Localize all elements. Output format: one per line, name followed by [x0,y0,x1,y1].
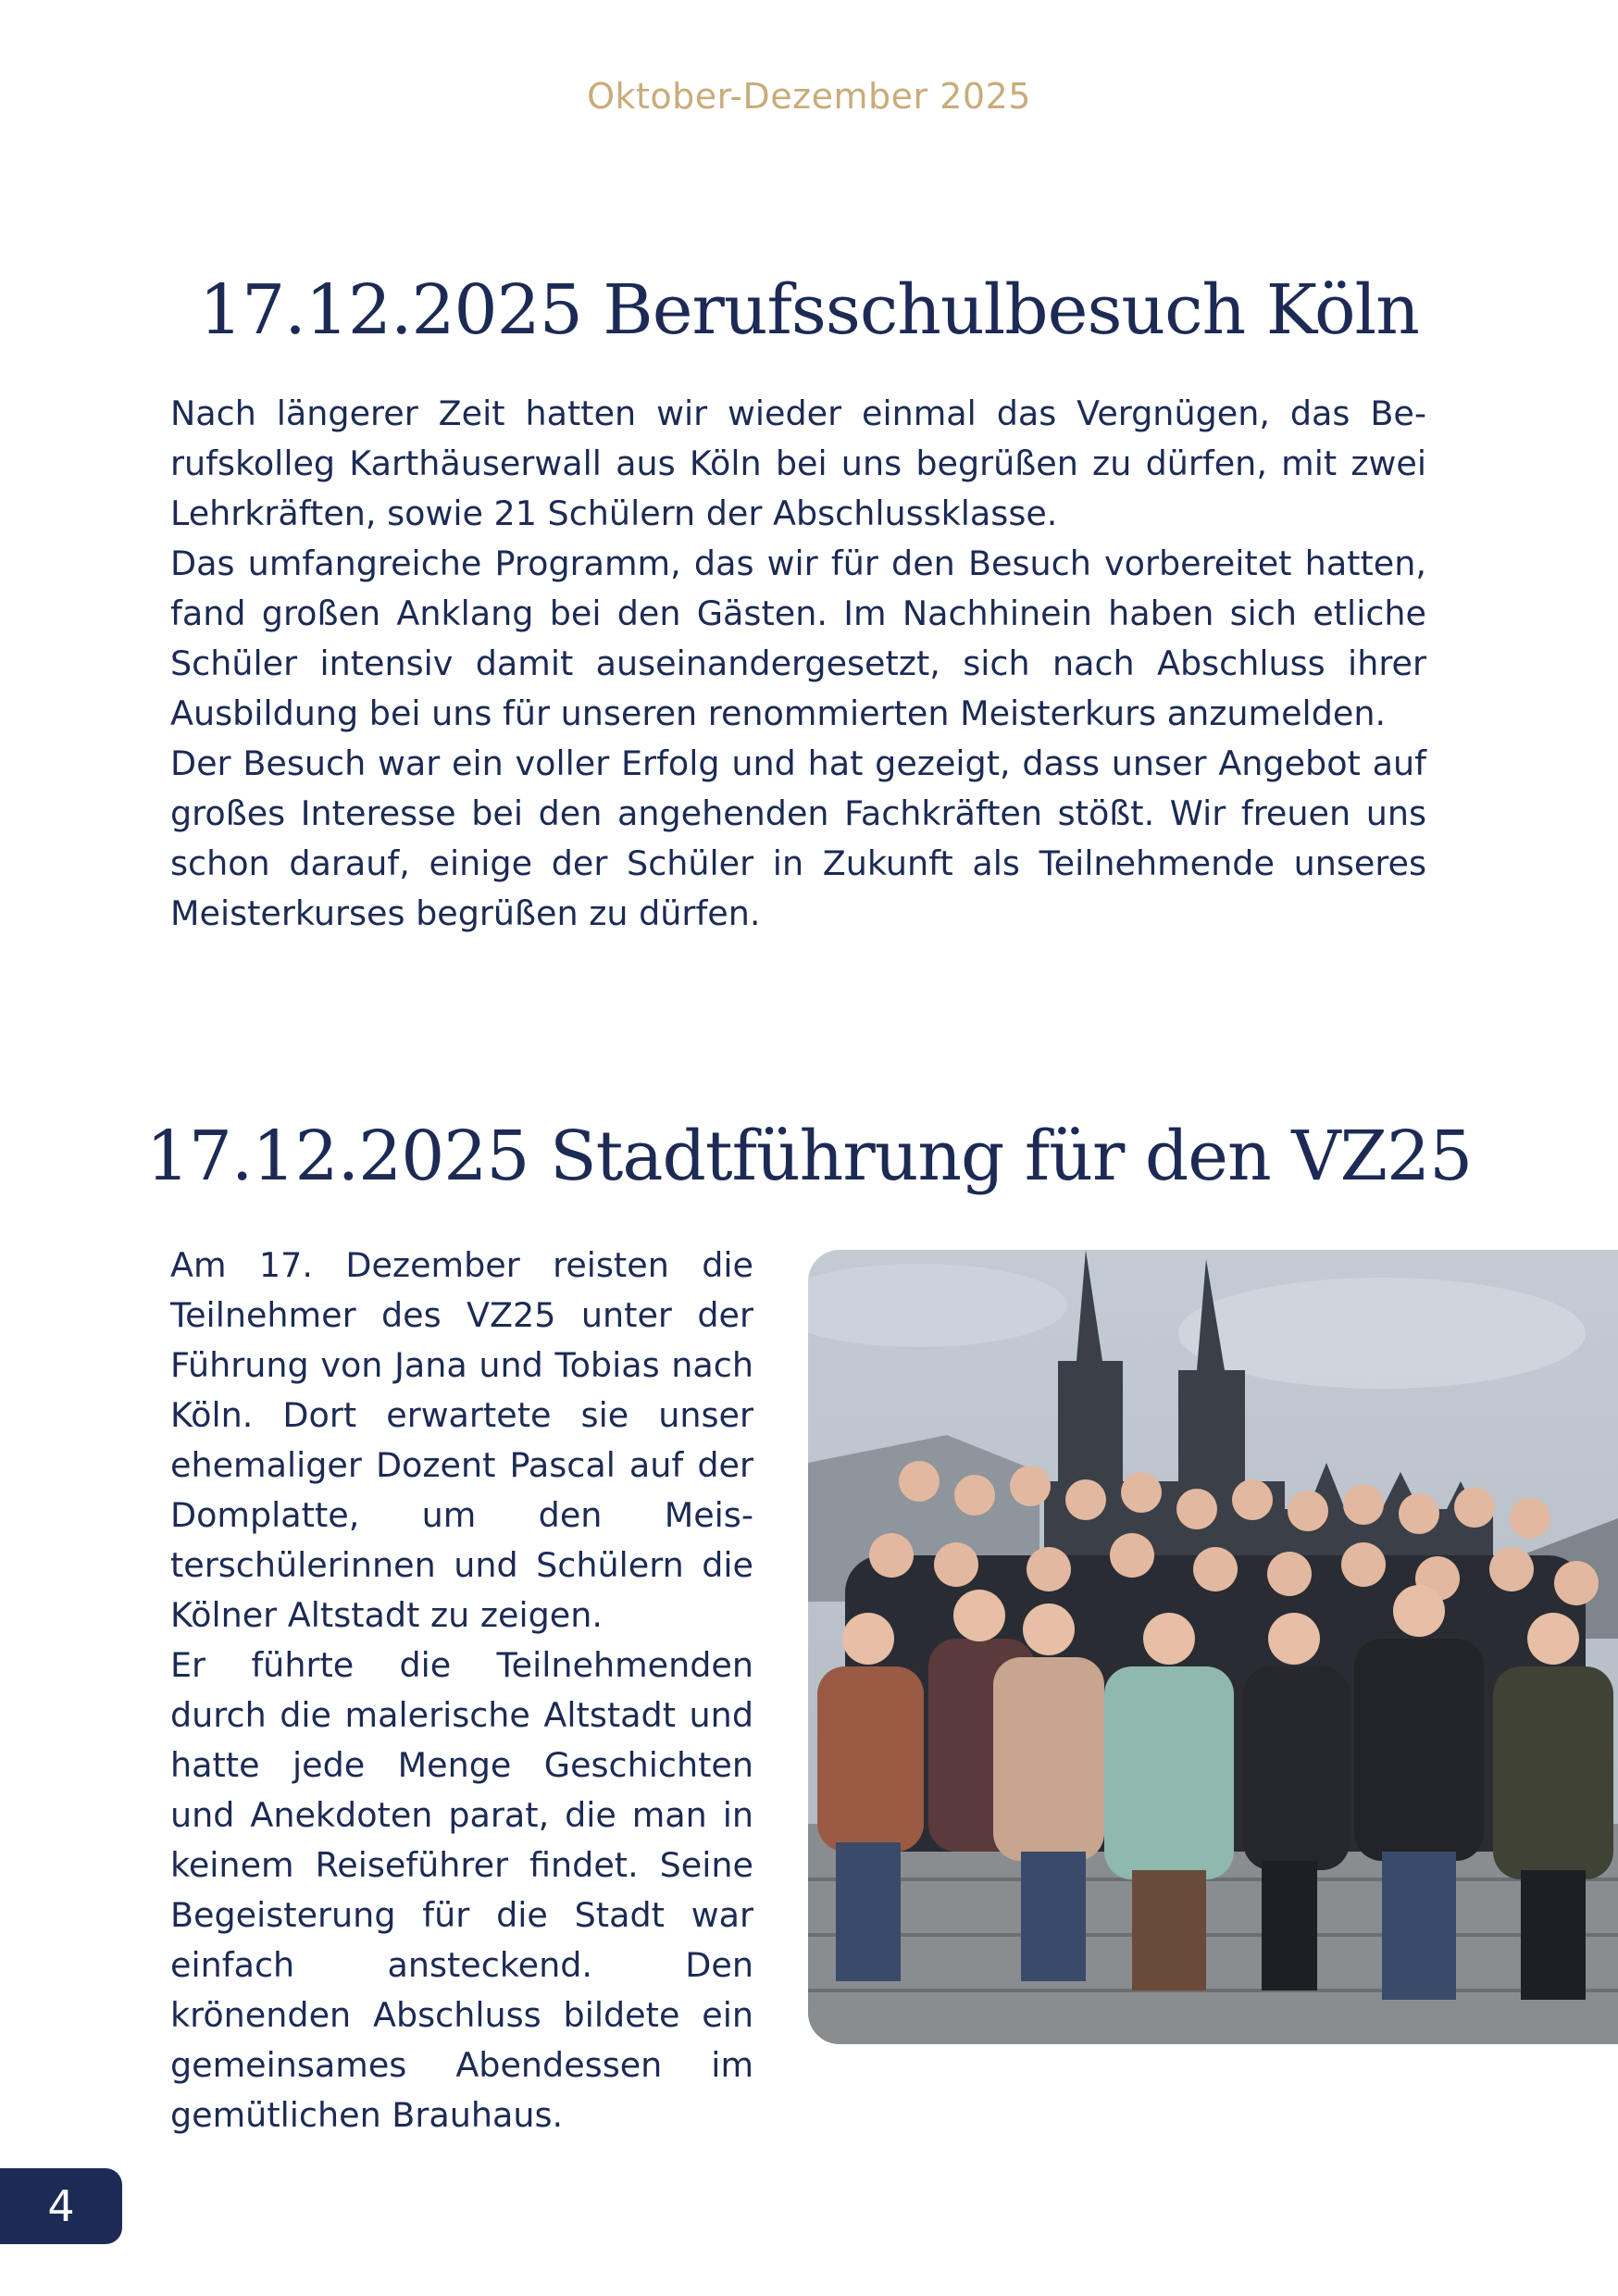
section-title-stadtfuehrung: 17.12.2025 Stadtführung für den VZ25 [145,1117,1473,1196]
section-title-berufsschulbesuch: 17.12.2025 Berufsschulbesuch Köln [199,270,1419,350]
paragraph: Am 17. Dezember reisten die Teilnehmer des VZ25 unter der Führung von Jana und Tobias nach Köln. Dort erwartete sie unser ehemaliger Dozent Pascal auf der Domplatte, um den Meisterschülerinnen und Schülern die Kölner Altstadt zu zeigen. [170,1245,753,1635]
section-body-berufsschulbesuch [170,389,1426,939]
paragraph: Das umfangreiche Programm, das wir für den Besuch vorbereitet hatten, fand großen Anklang bei den Gästen. Im Nachhinein haben sich etliche Schüler intensiv damit auseinandergesetzt, sich nach Abschluss ihrer Ausbildung bei uns für unseren renommierten Meisterkurs anzumelden. [170,543,1426,733]
paragraph: Nach längerer Zeit hatten wir wieder einmal das Vergnügen, das Berufskolleg Karthäuserwall aus Köln bei uns begrüßen zu dürfen, mit zwei Lehrkräften, sowie 21 Schülern der Abschlussklasse. [170,393,1426,533]
paragraph: Er führte die Teilnehmenden durch die malerische Altstadt und hatte jede Menge Geschichten und Anekdoten parat, die man in keinem Reiseführer findet. Seine Begeisterung für die Stadt war einfach ansteckend. Den krönenden Abschluss bildete ein gemeinsames Abendessen im gemütlichen Brauhaus. [170,1645,753,2135]
header-date-range: Oktober-Dezember 2025 [587,76,1031,117]
section-body-stadtfuehrung [170,1241,753,2140]
page-number-badge: 4 [0,2168,122,2244]
group-photo-cologne-cathedral [808,1250,1618,2044]
paragraph: Der Besuch war ein voller Erfolg und hat gezeigt, dass unser Angebot auf großes Interesse bei den angehenden Fachkräften stößt. Wir freuen uns schon darauf, einige der Schüler in Zukunft als Teilnehmende unseres Meisterkurses begrüßen zu dürfen. [170,743,1426,933]
